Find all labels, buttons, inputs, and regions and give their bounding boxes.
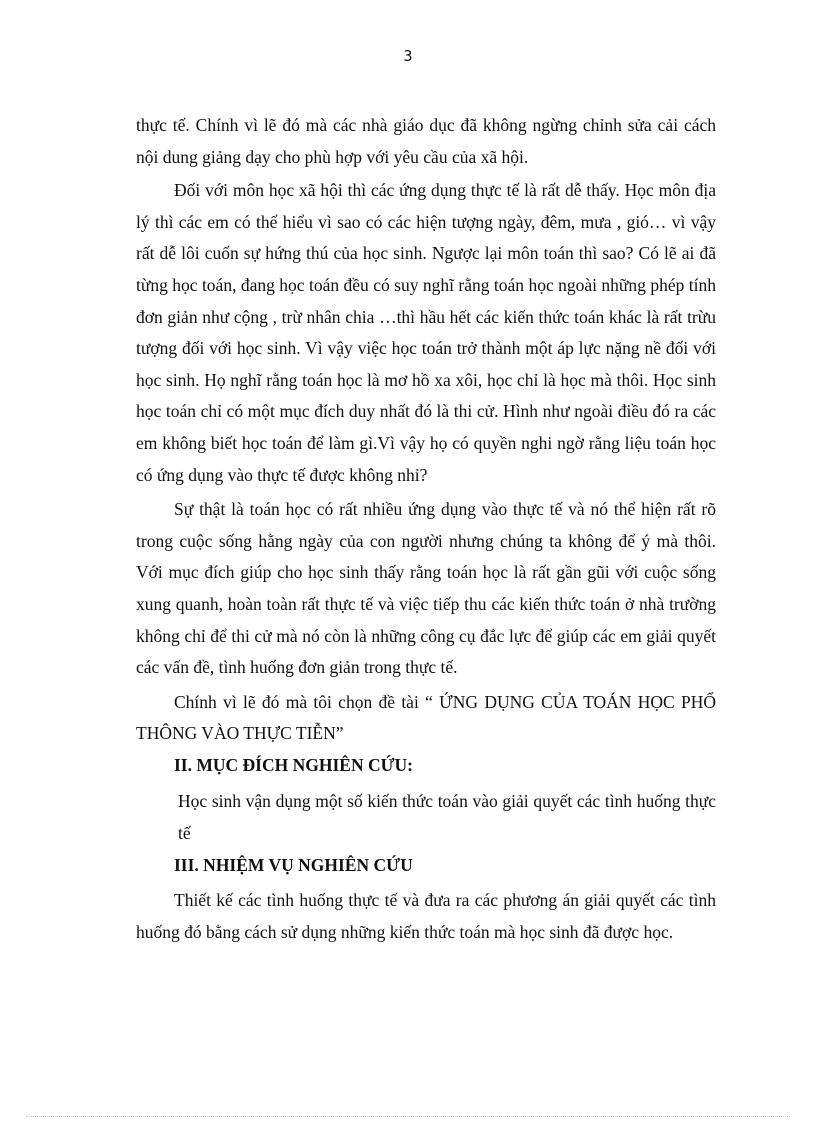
paragraph-topic-choice: Chính vì lẽ đó mà tôi chọn đề tài “ ỨNG DỤNG CỦA TOÁN HỌC PHỔ THÔNG VÀO THỰC TIỄN” — [136, 691, 716, 744]
section-heading-research-purpose: II. MỤC ĐÍCH NGHIÊN CỨU: — [174, 754, 414, 775]
page-bottom-divider — [26, 1116, 790, 1117]
paragraph-social-subjects: Đối với môn học xã hội thì các ứng dụng thực tế là rất dễ thấy. Học môn địa lý thì các em có thể hiểu vì sao có các hiện tượng ngày, đêm, mưa , gió… vì vậy rất dễ lôi cuốn sự hứng thú của học sinh. Ngược lại môn toán thì sao? Có lẽ ai đã từng học toán, đang học toán đều có suy nghĩ rằng toán học ngoài những phép tính đơn giản như cộng , trừ nhân chia …thì hầu hết các kiến thức toán khác là rất trừu tượng đối với học sinh. Vì vậy việc học toán trở thành một áp lực nặng nề đối với học sinh. Họ nghĩ rằng toán học là mơ hồ xa xôi, học chỉ là học mà thôi. Học sinh học toán chỉ có một mục đích duy nhất đó là thi cử. Hình như ngoài điều đó ra các em không biết học toán để làm gì.Vì vậy họ có quyền nghi ngờ rằng liệu toán học có ứng dụng vào thực tế được không nhỉ? — [136, 180, 716, 485]
document-body — [136, 110, 716, 948]
page-number: 3 — [403, 47, 413, 65]
paragraph-research-purpose: Học sinh vận dụng một số kiến thức toán vào giải quyết các tình huống thực tế — [178, 791, 716, 844]
paragraph-intro-continuation: thực tế. Chính vì lẽ đó mà các nhà giáo dục đã không ngừng chỉnh sửa cải cách nội dung giảng dạy cho phù hợp với yêu cầu của xã hội. — [136, 115, 716, 167]
paragraph-math-applications: Sự thật là toán học có rất nhiều ứng dụng vào thực tế và nó thể hiện rất rõ trong cuộc sống hằng ngày của con người nhưng chúng ta không để ý mà thôi. Với mục đích giúp cho học sinh thấy rằng toán học là rất gần gũi với cuộc sống xung quanh, hoàn toàn rất thực tế và việc tiếp thu các kiến thức toán ở nhà trường không chỉ để thi cử mà nó còn là những công cụ đắc lực để giúp các em giải quyết các vấn đề, tình huống đơn giản trong thực tế. — [136, 499, 716, 678]
section-heading-research-tasks: III. NHIỆM VỤ NGHIÊN CỨU — [174, 854, 413, 875]
paragraph-research-tasks: Thiết kế các tình huống thực tế và đưa ra các phương án giải quyết các tình huống đó bằng cách sử dụng những kiến thức toán mà học sinh đã được học. — [136, 890, 716, 942]
